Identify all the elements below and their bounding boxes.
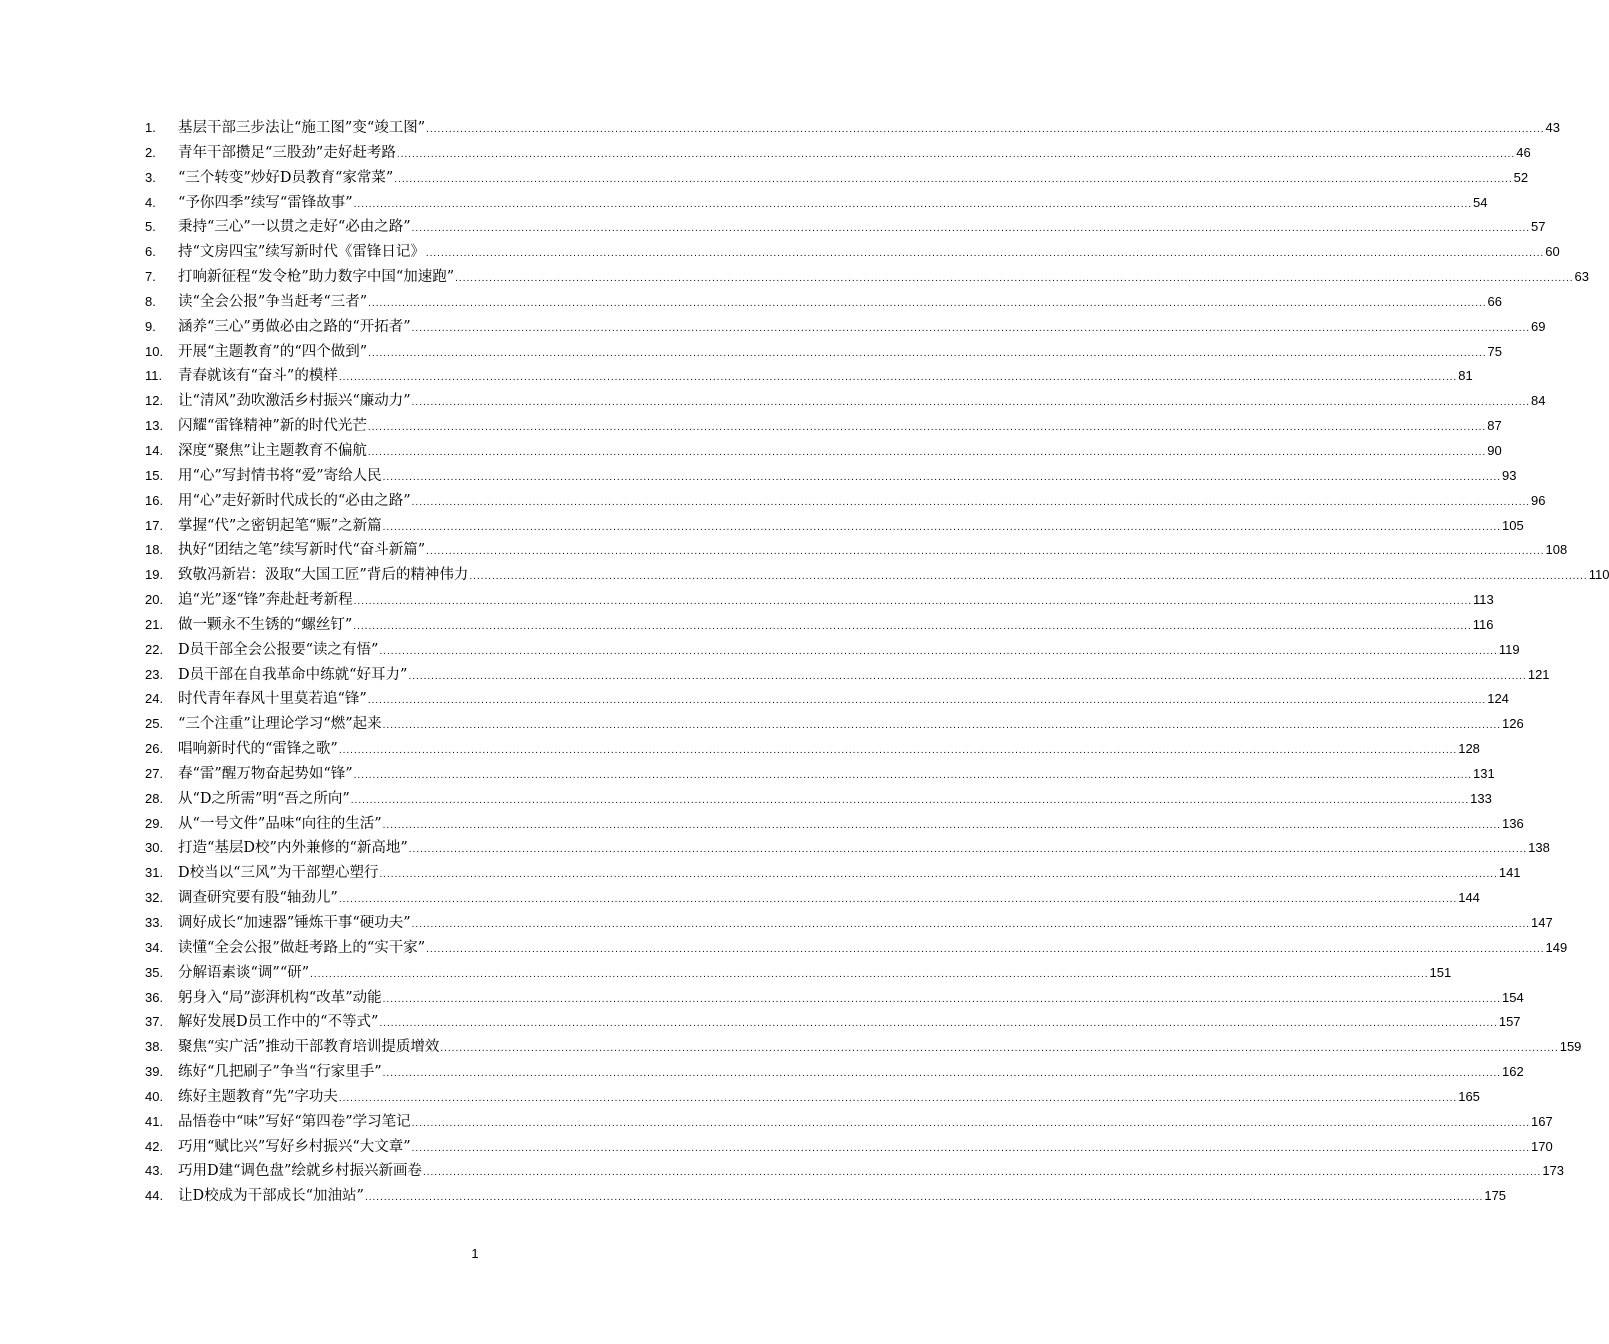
toc-entry-title[interactable]: 做一颗永不生锈的“螺丝钉” xyxy=(178,616,353,633)
toc-entry-number: 8. xyxy=(145,293,156,309)
toc-entry-number: 1. xyxy=(145,120,156,135)
toc-entry[interactable] xyxy=(145,712,1524,737)
toc-entry[interactable] xyxy=(145,265,1590,290)
toc-entry[interactable] xyxy=(145,911,1553,936)
toc-dot-leader xyxy=(426,242,1544,267)
toc-entry-number: 27. xyxy=(145,765,164,781)
toc-entry[interactable] xyxy=(145,191,1488,216)
toc-dot-leader xyxy=(339,739,1457,764)
toc-entry-number: 16. xyxy=(145,492,164,508)
toc-entry-page[interactable]: 170 xyxy=(1531,1138,1553,1154)
toc-entry-title[interactable]: 练好“几把刷子”争当“行家里手” xyxy=(178,1064,382,1081)
toc-entry-page[interactable]: 136 xyxy=(1502,815,1524,831)
toc-entry-page[interactable]: 165 xyxy=(1458,1088,1480,1104)
toc-entry[interactable] xyxy=(145,936,1568,961)
toc-dot-leader xyxy=(469,565,1587,590)
toc-entry[interactable] xyxy=(145,464,1517,489)
toc-entry[interactable] xyxy=(145,116,1561,141)
toc-entry-number: 31. xyxy=(145,865,164,881)
toc-entry-title[interactable]: “三个注重”让理论学习“燃”起来 xyxy=(178,716,382,733)
toc-entry-page[interactable]: 162 xyxy=(1502,1064,1524,1080)
toc-entry-title[interactable]: “三个转变”炒好D员教育“家常菜” xyxy=(178,169,394,186)
toc-entry-number: 36. xyxy=(145,989,164,1005)
toc-entry-number: 30. xyxy=(145,840,164,856)
toc-entry[interactable] xyxy=(145,166,1529,191)
toc-entry[interactable] xyxy=(145,389,1546,414)
toc-entry-number: 24. xyxy=(145,691,164,707)
toc-entry-number: 3. xyxy=(145,169,156,185)
toc-entry-page[interactable]: 159 xyxy=(1559,1039,1582,1055)
toc-entry[interactable] xyxy=(145,737,1480,762)
toc-entry-title[interactable]: 秉持“三心”一以贯之走好“必由之路” xyxy=(178,219,411,236)
toc-dot-leader xyxy=(412,391,1530,416)
toc-entry-number: 38. xyxy=(145,1039,164,1055)
toc-entry-title[interactable]: 品悟卷中“味”写好“第四卷”学习笔记 xyxy=(178,1113,411,1130)
toc-dot-leader xyxy=(426,938,1544,963)
toc-entry-title[interactable]: D员干部全会公报要“读之有悟” xyxy=(178,641,379,658)
toc-entry[interactable] xyxy=(145,1035,1582,1060)
toc-dot-leader xyxy=(339,366,1457,391)
toc-entry-page[interactable]: 108 xyxy=(1545,542,1568,558)
toc-entry[interactable] xyxy=(145,613,1494,638)
toc-entry[interactable] xyxy=(145,861,1521,886)
toc-entry-number: 18. xyxy=(145,542,164,558)
toc-entry-title[interactable]: 用“心”写封情书将“爱”寄给人民 xyxy=(178,467,382,484)
toc-entry[interactable] xyxy=(145,687,1509,712)
toc-entry[interactable] xyxy=(145,240,1560,265)
toc-entry-number: 26. xyxy=(145,741,164,757)
toc-entry-page[interactable]: 141 xyxy=(1498,865,1521,881)
toc-dot-leader xyxy=(394,168,1512,193)
toc-entry-page[interactable]: 66 xyxy=(1487,293,1503,309)
toc-entry-page[interactable]: 87 xyxy=(1487,418,1502,434)
toc-entry-title[interactable]: 巧用D建“调色盘”绘就乡村振兴新画卷 xyxy=(178,1163,422,1180)
toc-entry-number: 42. xyxy=(145,1138,164,1154)
toc-dot-leader xyxy=(440,1037,1558,1062)
toc-dot-leader xyxy=(379,863,1497,888)
toc-entry-number: 35. xyxy=(145,964,164,980)
toc-dot-leader xyxy=(383,1062,1501,1087)
toc-dot-leader xyxy=(365,1186,1483,1211)
toc-entry-title[interactable]: 涵养“三心”勇做必由之路的“开拓者” xyxy=(178,318,411,335)
toc-entry-page[interactable]: 60 xyxy=(1545,244,1560,260)
toc-entry[interactable] xyxy=(145,215,1546,240)
toc-entry-page[interactable]: 69 xyxy=(1531,318,1546,334)
toc-entry-title[interactable]: 从“一号文件”品味“向往的生活” xyxy=(178,815,382,832)
toc-entry-page[interactable]: 131 xyxy=(1473,765,1495,781)
toc-dot-leader xyxy=(379,640,1497,665)
toc-entry-title[interactable]: 打造“基层D校”内外兼修的“新高地” xyxy=(178,840,408,857)
toc-entry[interactable] xyxy=(145,514,1524,539)
toc-entry[interactable] xyxy=(145,961,1452,986)
toc-entry-title[interactable]: 掌握“代”之密钥起笔“赈”之新篇 xyxy=(178,517,382,534)
toc-entry-title[interactable]: “予你四季”续写“雷锋故事” xyxy=(178,194,353,211)
toc-entry-page[interactable]: 121 xyxy=(1527,666,1550,682)
toc-dot-leader xyxy=(412,491,1530,516)
toc-entry-number: 40. xyxy=(145,1088,164,1104)
toc-dot-leader xyxy=(383,466,1501,491)
toc-entry-page[interactable]: 96 xyxy=(1531,492,1546,508)
toc-entry-page[interactable]: 128 xyxy=(1458,741,1480,757)
toc-entry-title[interactable]: 深度“聚焦”让主题教育不偏航 xyxy=(178,442,367,459)
toc-entry-number: 10. xyxy=(145,343,164,359)
toc-dot-leader xyxy=(383,814,1501,839)
toc-dot-leader xyxy=(412,1112,1530,1137)
toc-entry-number: 28. xyxy=(145,790,164,806)
toc-entry-title[interactable]: 基层干部三步法让“施工图”变“竣工图” xyxy=(178,120,426,136)
toc-entry-page[interactable]: 167 xyxy=(1531,1113,1553,1129)
toc-entry[interactable] xyxy=(145,762,1495,787)
toc-entry[interactable] xyxy=(145,812,1524,837)
toc-entry-page[interactable]: 90 xyxy=(1487,442,1502,458)
toc-entry[interactable] xyxy=(145,787,1492,812)
toc-dot-leader xyxy=(368,342,1486,367)
toc-entry-page[interactable]: 110 xyxy=(1588,567,1609,583)
toc-entry-page[interactable]: 126 xyxy=(1502,716,1524,732)
toc-entry[interactable] xyxy=(145,538,1568,563)
toc-entry-number: 22. xyxy=(145,641,164,657)
toc-dot-leader xyxy=(354,764,1472,789)
toc-entry-title[interactable]: 分解语素谈“调”“研” xyxy=(178,964,310,981)
toc-dot-leader xyxy=(354,193,1472,218)
toc-entry[interactable] xyxy=(145,340,1503,365)
toc-entry-number: 15. xyxy=(145,467,164,483)
toc-entry-title[interactable]: 巧用“赋比兴”写好乡村振兴“大文章” xyxy=(178,1138,411,1155)
toc-entry[interactable] xyxy=(145,1184,1507,1209)
toc-entry-number: 43. xyxy=(145,1163,164,1179)
toc-entry-title[interactable]: 春“雷”醒万物奋起势如“锋” xyxy=(178,765,353,782)
toc-entry-number: 9. xyxy=(145,318,156,334)
toc-entry-page[interactable]: 119 xyxy=(1498,641,1520,657)
toc-entry-page[interactable]: 105 xyxy=(1502,517,1524,533)
toc-dot-leader xyxy=(397,143,1515,168)
toc-entry-page[interactable]: 124 xyxy=(1487,691,1509,707)
toc-entry-number: 23. xyxy=(145,666,164,682)
toc-entry-title[interactable]: 闪耀“雷锋精神”新的时代光芒 xyxy=(178,418,367,435)
toc-entry-number: 20. xyxy=(145,592,164,608)
toc-entry-title[interactable]: 解好发展D员工作中的“不等式” xyxy=(178,1014,379,1031)
toc-entry[interactable] xyxy=(145,290,1503,315)
toc-entry-number: 21. xyxy=(145,616,164,632)
toc-dot-leader xyxy=(423,1161,1541,1186)
toc-entry-title[interactable]: 青年干部攒足“三股劲”走好赶考路 xyxy=(178,144,396,161)
toc-dot-leader xyxy=(339,1087,1457,1112)
toc-entry-number: 13. xyxy=(145,418,164,434)
toc-entry-title[interactable]: 持“文房四宝”续写新时代《雷锋日记》 xyxy=(178,244,425,261)
toc-entry-page[interactable]: 46 xyxy=(1516,144,1531,160)
toc-dot-leader xyxy=(351,789,1469,814)
toc-dot-leader xyxy=(368,416,1486,441)
toc-entry-number: 5. xyxy=(145,219,156,235)
toc-entry-title[interactable]: 致敬冯新岩：汲取“大国工匠”背后的精神伟力 xyxy=(178,567,469,584)
toc-dot-leader xyxy=(383,714,1501,739)
toc-entry-page[interactable]: 116 xyxy=(1472,616,1494,632)
toc-entry-page[interactable]: 52 xyxy=(1513,169,1529,185)
toc-entry-page[interactable]: 138 xyxy=(1528,840,1550,856)
toc-dot-leader xyxy=(354,590,1472,615)
toc-entry-number: 12. xyxy=(145,393,164,409)
toc-entry-number: 44. xyxy=(145,1188,164,1204)
toc-entry-number: 4. xyxy=(145,194,156,210)
toc-entry[interactable] xyxy=(145,588,1494,613)
toc-dot-leader xyxy=(353,615,1471,640)
toc-entry-title[interactable]: 时代青年春风十里莫若追“锋” xyxy=(178,691,367,708)
toc-entry-title[interactable]: 执好“团结之笔”续写新时代“奋斗新篇” xyxy=(178,542,426,559)
toc-entry[interactable] xyxy=(145,563,1609,588)
toc-dot-leader xyxy=(379,1012,1497,1037)
toc-entry[interactable] xyxy=(145,1085,1480,1110)
toc-dot-leader xyxy=(310,963,1428,988)
toc-entry-title[interactable]: 调查研究要有股“轴劲儿” xyxy=(178,890,338,907)
toc-entry-page[interactable]: 84 xyxy=(1531,393,1546,409)
toc-dot-leader xyxy=(409,838,1527,863)
toc-entry[interactable] xyxy=(145,439,1502,464)
toc-entry[interactable] xyxy=(145,315,1546,340)
toc-entry-title[interactable]: 练好主题教育“先”字功夫 xyxy=(178,1088,338,1105)
toc-entry-title[interactable]: 开展“主题教育”的“四个做到” xyxy=(178,343,368,360)
toc-entry-number: 32. xyxy=(145,890,164,906)
toc-entry-title[interactable]: 用“心”走好新时代成长的“必由之路” xyxy=(178,492,411,509)
toc-entry-number: 25. xyxy=(145,716,164,732)
toc-dot-leader xyxy=(383,988,1501,1013)
toc-dot-leader xyxy=(339,888,1457,913)
toc-entry-page[interactable]: 133 xyxy=(1470,790,1492,806)
toc-entry-page[interactable]: 75 xyxy=(1487,343,1503,359)
toc-dot-leader xyxy=(368,292,1486,317)
toc-entry-number: 2. xyxy=(145,144,156,160)
toc-entry-page[interactable]: 113 xyxy=(1473,592,1494,608)
toc-entry[interactable] xyxy=(145,1010,1521,1035)
toc-entry-number: 17. xyxy=(145,517,164,533)
toc-entry-number: 14. xyxy=(145,442,164,458)
toc-entry-title[interactable]: 唱响新时代的“雷锋之歌” xyxy=(178,741,338,758)
toc-entry-page[interactable]: 81 xyxy=(1458,368,1473,384)
toc-dot-leader xyxy=(426,118,1544,143)
toc-entry-title[interactable]: 追“光”逐“锋”奔赴赶考新程 xyxy=(178,592,353,609)
toc-entry-title[interactable]: D校当以“三风”为干部塑心塑行 xyxy=(178,865,379,882)
toc-entry[interactable] xyxy=(145,1135,1553,1160)
toc-entry-title[interactable]: 让“清风”劲吹激活乡村振兴“廉动力” xyxy=(178,393,411,410)
toc-entry-number: 37. xyxy=(145,1014,164,1030)
toc-entry-page[interactable]: 175 xyxy=(1484,1188,1507,1204)
toc-entry-page[interactable]: 93 xyxy=(1502,467,1517,483)
toc-entry-title[interactable]: 聚焦“实广活”推动干部教育培训提质增效 xyxy=(178,1039,440,1056)
toc-entry-title[interactable]: 打响新征程“发令枪”助力数字中国“加速跑” xyxy=(178,269,455,286)
toc-dot-leader xyxy=(383,516,1501,541)
toc-entry-number: 34. xyxy=(145,939,164,955)
toc-entry-page[interactable]: 43 xyxy=(1545,120,1561,135)
toc-entry[interactable] xyxy=(145,986,1524,1011)
toc-entry-page[interactable]: 54 xyxy=(1473,194,1488,210)
toc-entry-number: 19. xyxy=(145,567,164,583)
toc-entry-page[interactable]: 144 xyxy=(1458,890,1480,906)
toc-entry[interactable] xyxy=(145,1159,1565,1184)
toc-entry-page[interactable]: 57 xyxy=(1531,219,1546,235)
toc-dot-leader xyxy=(426,540,1544,565)
toc-entry[interactable] xyxy=(145,364,1473,389)
toc-entry-page[interactable]: 63 xyxy=(1574,269,1590,285)
toc-entry-page[interactable]: 151 xyxy=(1429,964,1452,980)
page-number: 1 xyxy=(471,1246,479,1261)
toc-entry-title[interactable]: D员干部在自我革命中练就“好耳力” xyxy=(178,666,408,683)
toc-entry-title[interactable]: 躬身入“局”澎湃机构“改革”动能 xyxy=(178,989,382,1006)
toc-entry-number: 11. xyxy=(145,368,163,384)
table-of-contents xyxy=(145,116,1609,1209)
toc-entry-page[interactable]: 154 xyxy=(1502,989,1524,1005)
toc-entry-title[interactable]: 调好成长“加速器”锤炼干事“硬功夫” xyxy=(178,915,411,931)
toc-entry-number: 33. xyxy=(145,915,164,930)
toc-entry[interactable] xyxy=(145,1060,1524,1085)
toc-entry-number: 41. xyxy=(145,1113,164,1129)
toc-entry-title[interactable]: 青春就该有“奋斗”的模样 xyxy=(178,368,338,385)
toc-entry[interactable] xyxy=(145,886,1480,911)
toc-entry[interactable] xyxy=(145,663,1550,688)
toc-entry-page[interactable]: 147 xyxy=(1531,915,1553,930)
toc-dot-leader xyxy=(408,665,1526,690)
toc-dot-leader xyxy=(368,689,1486,714)
toc-entry-page[interactable]: 157 xyxy=(1498,1014,1521,1030)
toc-entry-page[interactable]: 173 xyxy=(1542,1163,1565,1179)
toc-entry[interactable] xyxy=(145,141,1531,166)
toc-entry-page[interactable]: 149 xyxy=(1545,939,1568,955)
toc-entry[interactable] xyxy=(145,1110,1553,1135)
toc-entry-title[interactable]: 读“全会公报”争当赶考“三者” xyxy=(178,293,368,310)
toc-entry-title[interactable]: 读懂“全会公报”做赶考路上的“实干家” xyxy=(178,939,426,956)
toc-dot-leader xyxy=(412,1137,1530,1162)
toc-dot-leader xyxy=(412,913,1530,938)
toc-entry-number: 29. xyxy=(145,815,164,831)
toc-dot-leader xyxy=(368,441,1486,466)
toc-dot-leader xyxy=(412,317,1530,342)
toc-entry-title[interactable]: 从“D之所需”明“吾之所向” xyxy=(178,790,350,807)
toc-entry-number: 39. xyxy=(145,1064,164,1080)
toc-entry-title[interactable]: 让D校成为干部成长“加油站” xyxy=(178,1188,364,1205)
toc-entry-number: 7. xyxy=(145,269,156,285)
toc-dot-leader xyxy=(412,217,1530,242)
toc-entry[interactable] xyxy=(145,489,1546,514)
toc-entry[interactable] xyxy=(145,414,1502,439)
toc-entry[interactable] xyxy=(145,836,1550,861)
toc-dot-leader xyxy=(455,267,1573,292)
toc-entry-number: 6. xyxy=(145,244,156,260)
toc-entry[interactable] xyxy=(145,638,1520,663)
